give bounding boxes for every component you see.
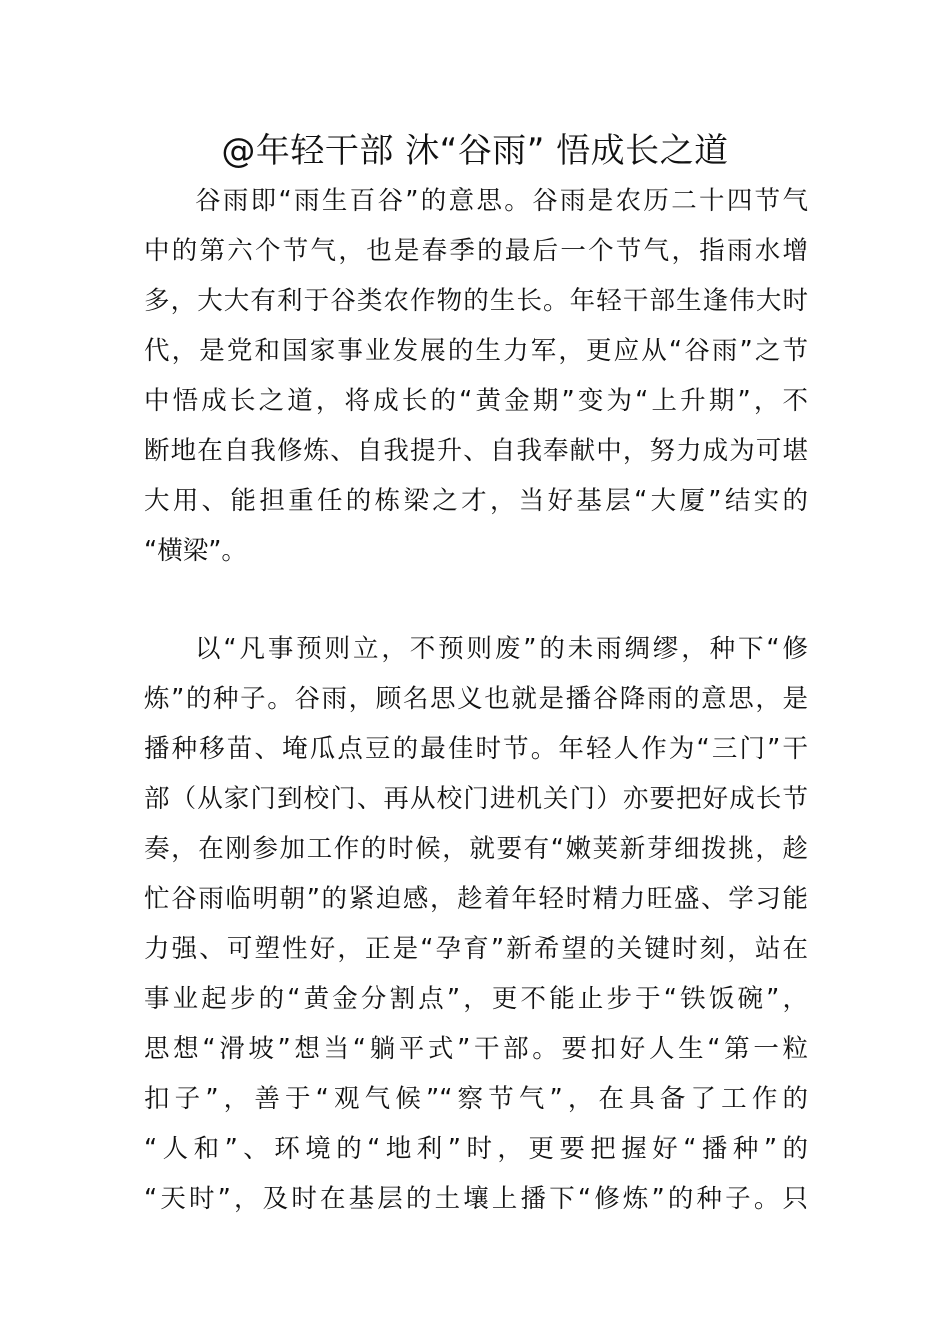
paragraph-line: 多，大大有利于谷类农作物的生长。年轻干部生逢伟大时 xyxy=(144,286,808,316)
paragraph-line: 中悟成长之道，将成长的“黄金期”变为“上升期”，不 xyxy=(144,386,808,416)
paragraph-line: 思想“滑坡”想当“躺平式”干部。要扣好人生“第一粒 xyxy=(144,1034,808,1064)
paragraph-line: 以“凡事预则立，不预则废”的未雨绸缪，种下“修 xyxy=(195,634,808,664)
paragraph-line: 部（从家门到校门、再从校门进机关门）亦要把好成长节 xyxy=(144,784,808,814)
paragraph-line: 忙谷雨临明朝”的紧迫感，趁着年轻时精力旺盛、学习能 xyxy=(144,884,808,914)
paragraph-line: “天时”，及时在基层的土壤上播下“修炼”的种子。只 xyxy=(144,1184,808,1214)
paragraph-line: 谷雨即“雨生百谷”的意思。谷雨是农历二十四节气 xyxy=(195,186,808,216)
paragraph-line: 奏，在刚参加工作的时候，就要有“嫩荚新芽细拨挑，趁 xyxy=(144,834,808,864)
paragraph-line: 扣子”，善于“观气候”“察节气”，在具备了工作的 xyxy=(144,1084,808,1114)
paragraph-line: 大用、能担重任的栋梁之才，当好基层“大厦”结实的 xyxy=(144,486,808,516)
document-title: @年轻干部 沐“谷雨” 悟成长之道 xyxy=(221,131,729,171)
paragraph-line: “横梁”。 xyxy=(144,536,247,566)
paragraph-line: 播种移苗、埯瓜点豆的最佳时节。年轻人作为“三门”干 xyxy=(144,734,808,764)
paragraph-line: 炼”的种子。谷雨，顾名思义也就是播谷降雨的意思，是 xyxy=(144,684,808,714)
paragraph-line: 中的第六个节气，也是春季的最后一个节气，指雨水增 xyxy=(144,236,808,266)
paragraph-line: 断地在自我修炼、自我提升、自我奉献中，努力成为可堪 xyxy=(144,436,808,466)
paragraph-line: 代，是党和国家事业发展的生力军，更应从“谷雨”之节 xyxy=(144,336,808,366)
paragraph-line: “人和”、环境的“地利”时，更要把握好“播种”的 xyxy=(144,1134,808,1164)
paragraph-line: 力强、可塑性好，正是“孕育”新希望的关键时刻，站在 xyxy=(144,934,808,964)
paragraph-line: 事业起步的“黄金分割点”，更不能止步于“铁饭碗”， xyxy=(144,984,808,1014)
